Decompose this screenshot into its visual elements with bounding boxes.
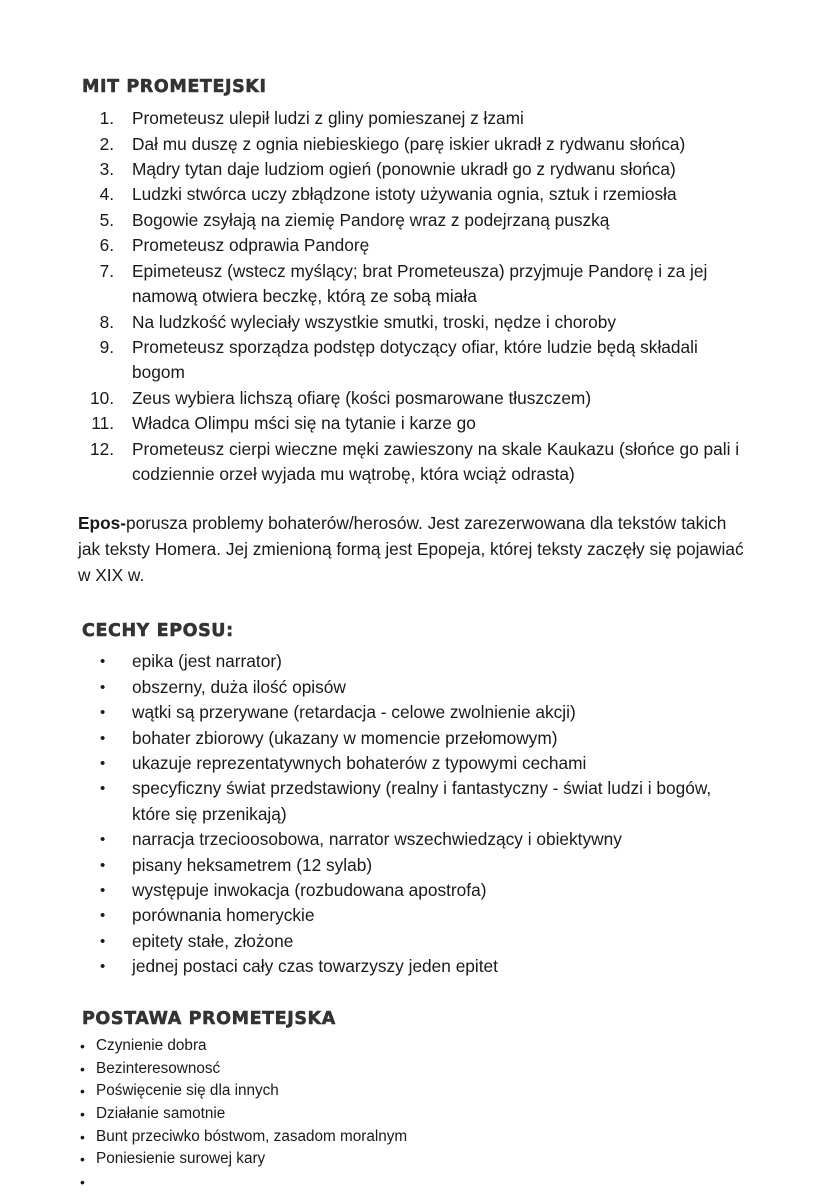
list-item: [78, 751, 750, 776]
list-item-text: obszerny, duża ilość opisów: [132, 676, 346, 697]
list-item: [78, 259, 750, 310]
bullet-icon: •: [100, 831, 106, 849]
list-item: [78, 411, 750, 436]
section-spacer: [78, 980, 750, 1010]
list-item: [78, 1080, 750, 1103]
list-marker: 8.: [99, 311, 114, 332]
epos-definition-text: porusza problemy bohaterów/herosów. Jest zarezerwowana dla tekstów takich jak teksty Homera. Jej zmienioną formą jest Epopeja, której teksty zaczęły się pojawiać w XIX w.: [78, 513, 744, 585]
list-item-text: Bogowie zsyłają na ziemię Pandorę wraz z podejrzaną puszką: [132, 209, 610, 230]
bullet-icon: •: [100, 780, 106, 798]
section-spacer: [78, 588, 750, 622]
epos-definition-paragraph: [78, 511, 750, 588]
list-item-text: Prometeusz ulepił ludzi z gliny pomieszanej z łzami: [132, 108, 524, 129]
list-item-text: ukazuje reprezentatywnych bohaterów z typowymi cechami: [132, 753, 587, 773]
bullet-icon: •: [100, 856, 106, 874]
bullet-icon: •: [80, 1060, 85, 1077]
list-item-text: Mądry tytan daje ludziom ogień (ponownie ukradł go z rydwanu słońca): [132, 159, 676, 180]
list-item-text: specyficzny świat przedstawiony (realny i fantastyczny - świat ludzi i bogów, które się przenikają): [132, 778, 712, 824]
mit-prometejski-list: [78, 106, 750, 487]
list-item: [78, 954, 750, 979]
list-item: [78, 649, 750, 674]
list-item: [78, 386, 750, 411]
list-item: [78, 233, 750, 258]
list-item-text: Dał mu duszę z ognia niebieskiego (parę iskier ukradł z rydwanu słońca): [132, 133, 686, 154]
list-marker: 11.: [91, 413, 114, 434]
list-item-text: Poniesienie surowej kary: [96, 1150, 266, 1168]
list-marker: 7.: [99, 260, 114, 281]
list-item-text: Na ludzkość wyleciały wszystkie smutki, troski, nędze i choroby: [132, 311, 617, 332]
bullet-icon: •: [100, 755, 106, 772]
list-item-text: Epimeteusz (wstecz myślący; brat Prometeusza) przyjmuje Pandorę i za jej namową otwiera beczkę, którą ze sobą miała: [132, 260, 708, 307]
list-item: [78, 157, 750, 182]
list-item-text: Czynienie dobra: [96, 1036, 207, 1054]
list-item-text: Poświęcenie się dla innych: [96, 1082, 279, 1100]
list-item: [78, 675, 750, 700]
list-item: [78, 1126, 750, 1149]
list-item-text: bohater zbiorowy (ukazany w momencie przełomowym): [132, 727, 558, 748]
list-item: [78, 929, 750, 954]
list-marker: 1.: [99, 108, 114, 129]
list-item-text: Działanie samotnie: [96, 1105, 226, 1123]
list-item: [78, 700, 750, 725]
bullet-icon: •: [80, 1083, 85, 1100]
list-item-text: porównania homeryckie: [132, 905, 315, 926]
list-item: [78, 1103, 750, 1126]
section-heading-mit-prometejski: MIT PROMETEJSKI: [82, 77, 267, 97]
list-item-text: Bunt przeciwko bóstwom, zasadom moralnym: [96, 1127, 408, 1145]
bullet-icon: •: [100, 704, 106, 722]
list-item: [78, 1058, 750, 1081]
list-item: [78, 903, 750, 928]
list-item: [78, 827, 750, 852]
list-marker: 4.: [99, 184, 114, 205]
list-item: [78, 182, 750, 207]
list-item-text: Władca Olimpu mści się na tytanie i karze go: [132, 413, 476, 434]
bullet-icon: •: [100, 882, 106, 900]
list-item: [78, 106, 750, 131]
list-marker: 10.: [89, 387, 114, 408]
list-item-text: Ludzki stwórca uczy zbłądzone istoty używania ognia, sztuk i rzemiosła: [132, 184, 677, 205]
bullet-icon: •: [80, 1174, 85, 1191]
list-item-text: epitety stałe, złożone: [132, 930, 294, 951]
section-heading-cechy-eposu: CECHY EPOSU:: [82, 621, 234, 642]
list-marker: 6.: [99, 235, 114, 256]
bullet-icon: •: [80, 1106, 85, 1123]
bullet-icon: •: [100, 729, 106, 747]
list-marker: 3.: [99, 159, 114, 180]
list-item: [78, 1148, 750, 1171]
bullet-icon: •: [100, 678, 106, 696]
cechy-eposu-list: [78, 649, 750, 979]
list-marker: 2.: [99, 133, 114, 154]
list-item-text: epika (jest narrator): [132, 651, 282, 672]
list-item-text: Prometeusz sporządza podstęp dotyczący ofiar, które ludzie będą składali bogom: [132, 336, 698, 383]
list-item-text: Prometeusz cierpi wieczne męki zawieszony na skale Kaukazu (słońce go pali i codziennie orzeł wyjada mu wątrobę, która wciąż odrasta): [132, 438, 740, 484]
list-item: [78, 853, 750, 878]
list-marker: 9.: [99, 336, 114, 357]
list-item-text: występuje inwokacja (rozbudowana apostrofa): [132, 880, 487, 901]
list-item-text: jednej postaci cały czas towarzyszy jeden epitet: [132, 956, 498, 977]
list-item: [78, 1171, 750, 1194]
list-marker: 12.: [89, 438, 114, 459]
list-marker: 5.: [99, 209, 114, 230]
list-item: [78, 726, 750, 751]
list-item: [78, 335, 750, 386]
list-item: [78, 437, 750, 488]
bullet-icon: •: [100, 653, 106, 671]
list-item: [78, 208, 750, 233]
list-item-text: narracja trzecioosobowa, narrator wszechwiedzący i obiektywny: [132, 829, 622, 850]
list-item-text: Zeus wybiera lichszą ofiarę (kości posmarowane tłuszczem): [132, 387, 592, 408]
list-item: [78, 1035, 750, 1058]
list-item-text: Prometeusz odprawia Pandorę: [132, 235, 370, 256]
bullet-icon: •: [100, 907, 106, 925]
list-item-text: Bezinteresownosć: [96, 1059, 221, 1077]
section-heading-postawa-prometejska: POSTAWA PROMETEJSKA: [82, 1008, 336, 1029]
postawa-prometejska-list: [78, 1035, 750, 1194]
bullet-icon: •: [100, 958, 106, 976]
bullet-icon: •: [80, 1151, 85, 1168]
list-item: [78, 310, 750, 335]
bullet-icon: •: [80, 1128, 85, 1145]
bullet-icon: •: [100, 932, 106, 950]
list-item-text: wątki są przerywane (retardacja - celowe zwolnienie akcji): [132, 702, 576, 723]
list-item: [78, 132, 750, 157]
epos-lead-term: Epos-: [78, 513, 127, 534]
list-item: [78, 878, 750, 903]
bullet-icon: •: [80, 1037, 85, 1054]
list-item-text: pisany heksametrem (12 sylab): [132, 854, 373, 875]
list-item: [78, 776, 750, 827]
